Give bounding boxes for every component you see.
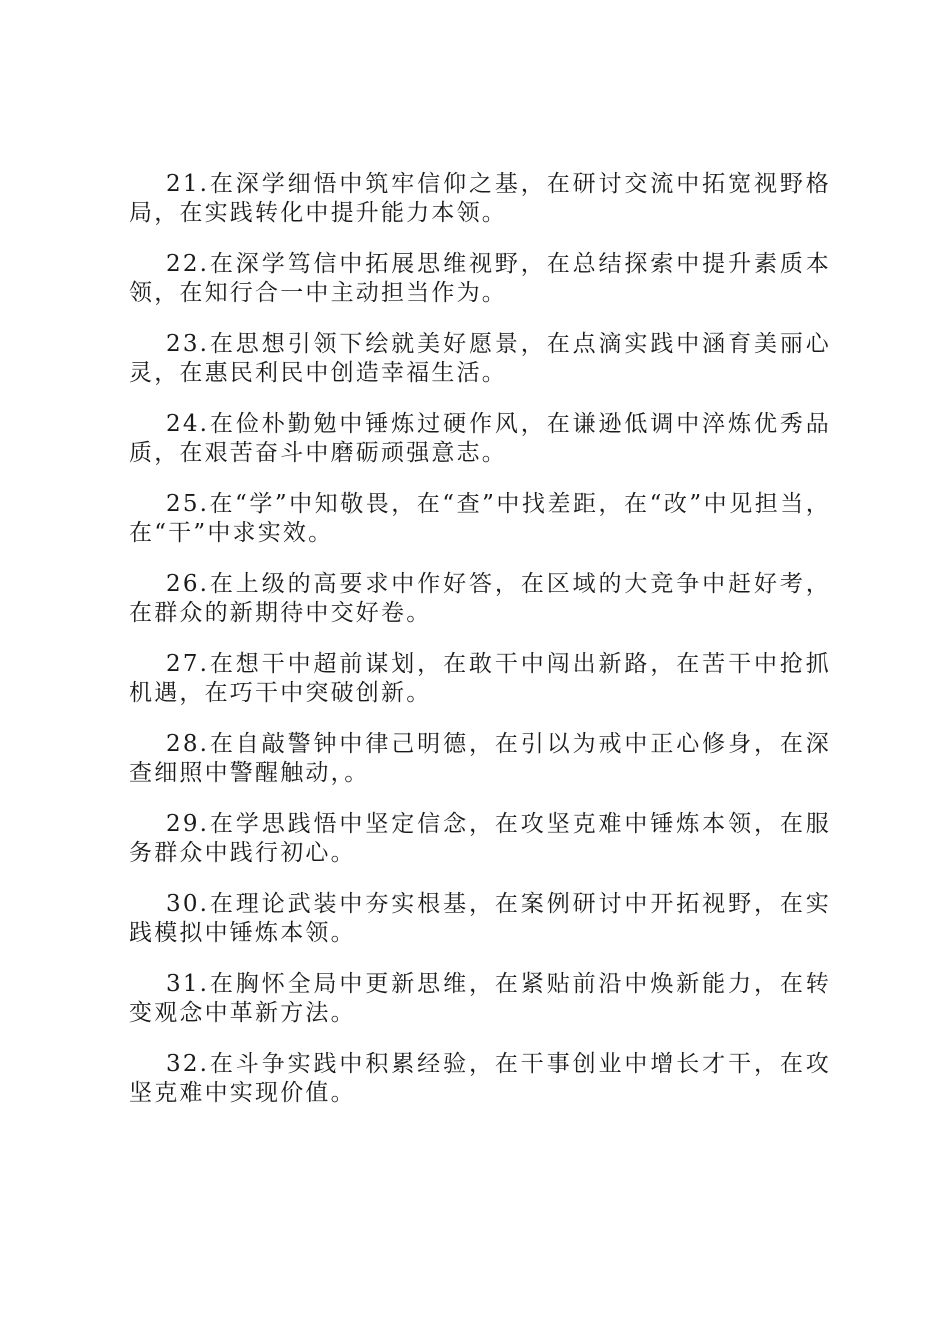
paragraph-32: 32.在斗争实践中积累经验，在干事创业中增长才干，在攻坚克难中实现价值。 xyxy=(129,1051,831,1106)
paragraph-24: 24.在俭朴勤勉中锤炼过硬作风，在谦逊低调中淬炼优秀品质，在艰苦奋斗中磨砺顽强意志。 xyxy=(129,411,831,466)
paragraph-29: 29.在学思践悟中坚定信念，在攻坚克难中锤炼本领，在服务群众中践行初心。 xyxy=(129,811,831,866)
paragraph-28: 28.在自敲警钟中律己明德，在引以为戒中正心修身，在深查细照中警醒触动，。 xyxy=(129,731,831,786)
paragraph-25: 25.在“学”中知敬畏，在“查”中找差距，在“改”中见担当，在“干”中求实效。 xyxy=(129,491,831,546)
paragraph-22: 22.在深学笃信中拓展思维视野，在总结探索中提升素质本领，在知行合一中主动担当作为。 xyxy=(129,251,831,306)
paragraph-21: 21.在深学细悟中筑牢信仰之基，在研讨交流中拓宽视野格局，在实践转化中提升能力本领。 xyxy=(129,171,831,226)
paragraph-26: 26.在上级的高要求中作好答，在区域的大竞争中赶好考，在群众的新期待中交好卷。 xyxy=(129,571,831,626)
paragraph-31: 31.在胸怀全局中更新思维，在紧贴前沿中焕新能力，在转变观念中革新方法。 xyxy=(129,971,831,1026)
paragraph-23: 23.在思想引领下绘就美好愿景，在点滴实践中涵育美丽心灵，在惠民利民中创造幸福生活。 xyxy=(129,331,831,386)
paragraph-30: 30.在理论武装中夯实根基，在案例研讨中开拓视野，在实践模拟中锤炼本领。 xyxy=(129,891,831,946)
document-body xyxy=(129,170,831,1130)
paragraph-27: 27.在想干中超前谋划，在敢干中闯出新路，在苦干中抢抓机遇，在巧干中突破创新。 xyxy=(129,651,831,706)
